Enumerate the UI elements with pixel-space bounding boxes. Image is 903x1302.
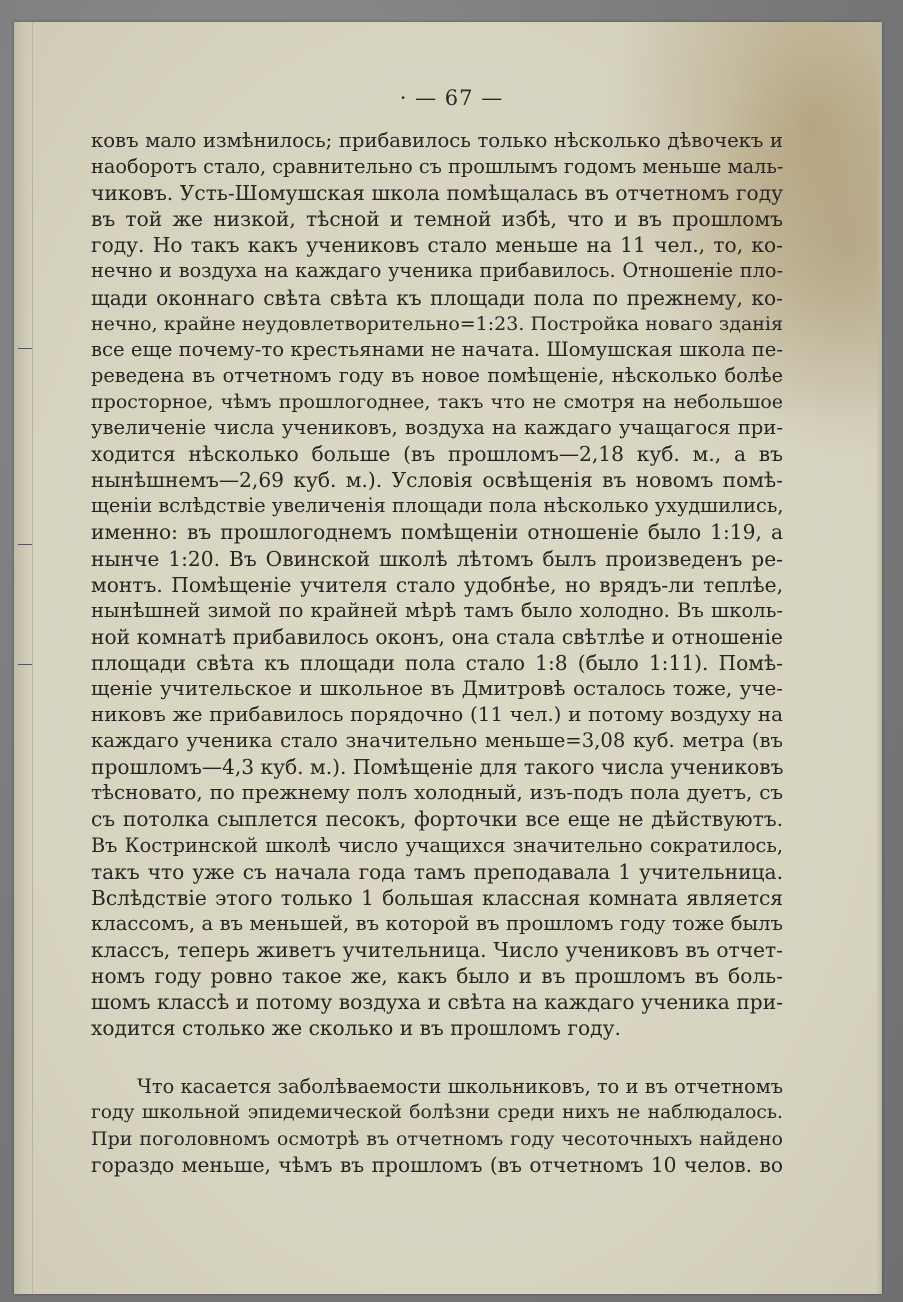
margin-tick-mark (18, 348, 32, 349)
text-line: въ той же низкой, тѣсной и темной избѣ, что и въ прошломъ (91, 207, 783, 232)
text-line: все еще почему-то крестьянами не начата. Шомушская школа пе- (91, 337, 783, 361)
text-line: такъ что уже съ начала года тамъ преподавала 1 учительница. (91, 859, 783, 884)
text-line: году школьной эпидемической болѣзни среди нихъ не наблюдалось. (91, 1102, 783, 1124)
text-line: площади свѣта къ площади пола стало 1:8 (было 1:11). Помѣ- (91, 650, 783, 675)
text-line: При поголовномъ осмотрѣ въ отчетномъ году чесоточныхъ найдено (91, 1128, 783, 1151)
text-line: увеличеніе числа учениковъ, воздуха на каждаго учащагося при- (91, 416, 783, 440)
text-line: наоборотъ стало, сравнительно съ прошлымъ годомъ меньше маль- (91, 155, 783, 179)
text-line: Что касается заболѣваемости школьниковъ, то и въ отчетномъ (137, 1075, 783, 1098)
text-line: Вслѣдствіе этого только 1 большая классная комната является (91, 885, 783, 910)
text-line: году. Но такъ какъ учениковъ стало меньше на 11 чел., то, ко- (91, 233, 783, 258)
text-line: нынѣшней зимой по крайней мѣрѣ тамъ было холодно. Въ школь- (91, 598, 783, 622)
text-line: чиковъ. Усть-Шомушская школа помѣщалась въ отчетномъ году (91, 181, 783, 206)
text-line: монтъ. Помѣщеніе учителя стало удобнѣе, но врядъ-ли теплѣе, (91, 572, 783, 597)
text-line: реведена въ отчетномъ году въ новое помѣщеніе, нѣсколько болѣе (91, 363, 783, 387)
text-line: прошломъ—4,3 куб. м.). Помѣщеніе для такого числа учениковъ (91, 755, 783, 780)
page-number: · — 67 — (399, 86, 504, 110)
text-line: классомъ, а въ меньшей, въ которой въ прошломъ году тоже былъ (91, 911, 783, 935)
text-line: ходится нѣсколько больше (въ прошломъ—2,18 куб. м., а въ (91, 442, 783, 467)
text-line: тѣсновато, по прежнему полъ холодный, изъ-подъ пола дуетъ, съ (91, 781, 783, 805)
text-line: ходится столько же сколько и въ прошломъ году. (91, 1016, 621, 1041)
margin-tick-mark (18, 544, 32, 545)
text-line: просторное, чѣмъ прошлогоднее, такъ что не смотря на небольшое (91, 390, 783, 413)
text-line: Въ Костринской школѣ число учащихся значительно сократилось, (91, 833, 783, 857)
paragraph-2 (91, 1074, 783, 1178)
paragraph-1 (91, 128, 783, 1041)
text-line: нечно, крайне неудовлетворительно=1:23. Постройка новаго зданія (91, 312, 783, 335)
text-line: классъ, теперь живетъ учительница. Число учениковъ въ отчет- (91, 937, 783, 962)
page-spine-shadow (14, 22, 33, 1294)
text-line: нынче 1:20. Въ Овинской школѣ лѣтомъ былъ произведенъ ре- (91, 546, 783, 571)
text-line: нечно и воздуха на каждаго ученика прибавилось. Отношеніе пло- (91, 259, 783, 283)
text-line: ной комнатѣ прибавилось оконъ, она стала свѣтлѣе и отношеніе (91, 624, 783, 649)
text-line: щади оконнаго свѣта свѣта къ площади пола по прежнему, ко- (91, 285, 783, 310)
text-line: гораздо меньше, чѣмъ въ прошломъ (въ отчетномъ 10 челов. во (91, 1153, 783, 1178)
text-line: щеніе учительское и школьное въ Дмитровѣ осталось тоже, уче- (91, 676, 783, 700)
text-line: именно: въ прошлогоднемъ помѣщеніи отношеніе было 1:19, а (91, 520, 783, 545)
text-line: никовъ же прибавилось порядочно (11 чел.) и потому воздуху на (91, 703, 783, 727)
text-line: шомъ классѣ и потому воздуха и свѣта на каждаго ученика при- (91, 990, 783, 1015)
page-right-edge (876, 22, 882, 1294)
text-line: щеніи вслѣдствіе увеличенія площади пола нѣсколько ухудшились, (91, 494, 783, 518)
margin-tick-mark (18, 664, 32, 665)
text-line: нынѣшнемъ—2,69 куб. м.). Условія освѣщенія въ новомъ помѣ- (91, 468, 783, 493)
text-line: каждаго ученика стало значительно меньше=3,08 куб. метра (въ (91, 729, 783, 753)
text-line: номъ году ровно такое же, какъ было и въ прошломъ въ боль- (91, 964, 783, 988)
text-line: съ потолка сыплется песокъ, форточки все еще не дѣйствуютъ. (91, 807, 783, 832)
text-line: ковъ мало измѣнилось; прибавилось только нѣсколько дѣвочекъ и (91, 129, 783, 152)
